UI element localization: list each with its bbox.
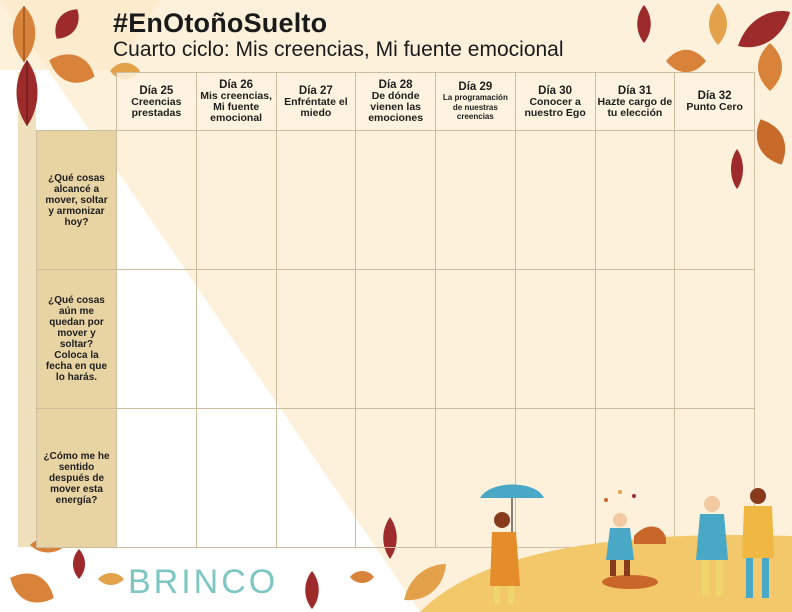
entry-cell[interactable] [595,270,675,409]
autumn-scene-illustration [420,440,792,612]
day-topic: De dónde vienen las emociones [368,90,424,124]
day-number: Día 28 [378,79,413,91]
leaf-icon [348,568,376,586]
leaf-icon [302,570,322,610]
entry-cell[interactable] [196,409,276,548]
page-subtitle: Cuarto ciclo: Mis creencias, Mi fuente emocional [113,38,564,61]
entry-cell[interactable] [675,270,755,409]
day-header [675,73,755,131]
row-question: ¿Cómo me he sentido después de mover esta energía? [37,409,117,548]
row-question: ¿Qué cosas alcancé a mover, soltar y armonizar hoy? [37,131,117,270]
grid-corner [37,73,117,131]
day-header [436,73,516,131]
day-topic: Punto Cero [686,101,743,113]
day-header [117,73,197,131]
day-topic: La programación de nuestras creencias [442,93,508,122]
day-topic: Enfréntate el miedo [284,95,348,119]
page-title: #EnOtoñoSuelto [113,8,328,38]
day-number: Día 26 [219,79,254,91]
day-number: Día 31 [617,84,652,97]
entry-cell[interactable] [515,131,595,270]
entry-cell[interactable] [675,131,755,270]
leaf-icon [50,4,84,44]
leaf-icon [704,2,732,46]
leaf-icon [634,4,654,44]
entry-cell[interactable] [117,409,197,548]
entry-cell[interactable] [436,131,516,270]
day-topic: Conocer a nuestro Ego [524,95,586,119]
entry-cell[interactable] [436,270,516,409]
day-number: Día 30 [538,84,573,97]
day-header [595,73,675,131]
entry-cell[interactable] [356,131,436,270]
leaf-icon [752,116,790,168]
day-header [276,73,356,131]
day-number: Día 32 [697,90,732,102]
day-topic: Mis creencias, Mi fuente emocional [200,90,273,124]
leaf-icon [70,548,88,580]
row-question: ¿Qué cosas aún me quedan por mover y soltar? Coloca la fecha en que lo harás. [37,270,117,409]
day-header [196,73,276,131]
brinco-logo: BRINCO [128,563,279,601]
entry-cell[interactable] [356,270,436,409]
leaf-icon [4,4,44,64]
entry-cell[interactable] [117,270,197,409]
day-header [515,73,595,131]
day-number: Día 27 [298,84,333,97]
leaf-icon [6,568,58,608]
day-topic: Hazte cargo de tu elección [597,95,673,119]
entry-cell[interactable] [196,270,276,409]
entry-cell[interactable] [117,131,197,270]
day-header [356,73,436,131]
leaf-icon [752,42,788,92]
entry-cell[interactable] [595,131,675,270]
entry-cell[interactable] [276,409,356,548]
day-topic: Creencias prestadas [131,95,182,119]
leaf-icon [96,570,126,588]
day-number: Día 29 [458,81,493,94]
entry-cell[interactable] [276,270,356,409]
entry-cell[interactable] [515,270,595,409]
entry-cell[interactable] [196,131,276,270]
day-number: Día 25 [139,84,174,97]
entry-cell[interactable] [276,131,356,270]
